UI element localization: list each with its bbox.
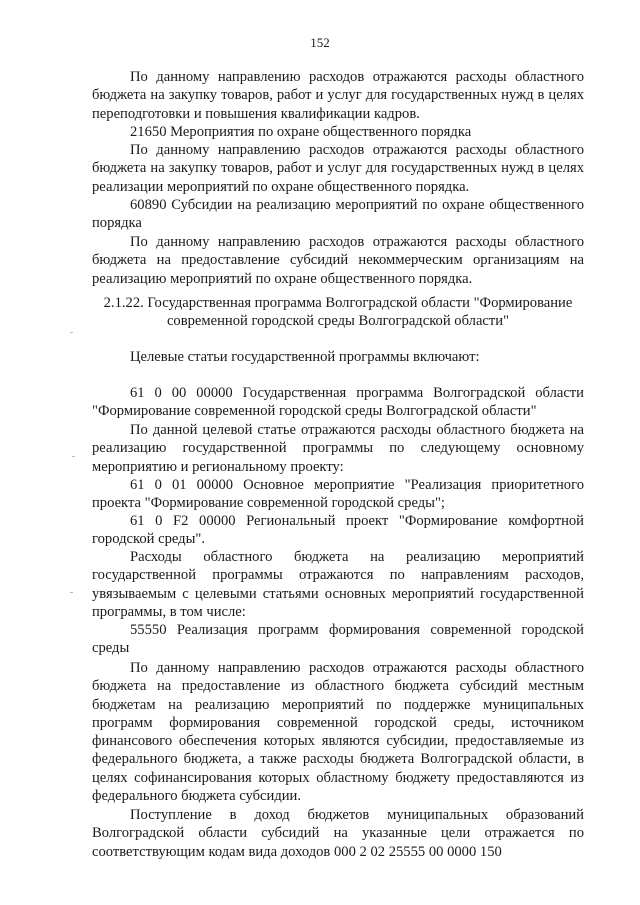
scan-mark <box>72 456 75 457</box>
paragraph: Поступление в доход бюджетов муниципальных образований Волгоградской области субсидий на указанные цели отражается по соответствующим кодам вида доходов 000 2 02 25555 00 0000 150 <box>92 807 584 860</box>
scan-mark <box>70 332 73 333</box>
paragraph: По данному направлению расходов отражаются расходы областного бюджета на предоставление из областного бюджета субсидий местным бюджетам на реализацию мероприятий по поддержке муниципальных программ формирования современной городской среды, источником финансового обеспечения которых являются субсидии, предоставляемые из федерального бюджета, а также расходы бюджета Волгоградской области, в целях софинансирования которых областному бюджету предоставляются из федерального бюджета субсидии. <box>92 660 584 805</box>
paragraph: По данному направлению расходов отражаются расходы областного бюджета на закупку товаров, работ и услуг для государственных нужд в целях реализации мероприятий по охране общественного порядка. <box>92 142 584 195</box>
target-article-item: 61 0 F2 00000 Региональный проект "Формирование комфортной городской среды". <box>92 513 584 548</box>
paragraph: Целевые статьи государственной программы включают: <box>130 349 480 365</box>
paragraph: Расходы областного бюджета на реализацию мероприятий государственной программы отражаются по направлениям расходов, увязываемым с целевыми статьями основных мероприятий государственной программы, в том числе: <box>92 549 584 620</box>
target-article-item: 61 0 01 00000 Основное мероприятие "Реализация приоритетного проекта "Формирование современной городской среды"; <box>92 477 584 512</box>
section-heading: 2.1.22. Государственная программа Волгоградской области "Формирование современной городской среды Волгоградской области" <box>103 295 573 330</box>
target-article-heading: 61 0 00 00000 Государственная программа Волгоградской области "Формирование современной городской среды Волгоградской области" <box>92 385 584 420</box>
scan-mark <box>70 592 73 593</box>
paragraph: По данному направлению расходов отражаются расходы областного бюджета на предоставление субсидий некоммерческим организациям на реализацию мероприятий по охране общественного порядка. <box>92 234 584 287</box>
expenditure-heading: 60890 Субсидии на реализацию мероприятий по охране общественного порядка <box>92 197 584 232</box>
page-number: 152 <box>310 35 330 50</box>
paragraph: По данной целевой статье отражаются расходы областного бюджета на реализацию государственной программы по следующему основному мероприятию и региональному проекту: <box>92 422 584 475</box>
expenditure-heading: 55550 Реализация программ формирования современной городской среды <box>92 622 584 657</box>
expenditure-heading: 21650 Мероприятия по охране общественного порядка <box>130 124 472 140</box>
paragraph: По данному направлению расходов отражаются расходы областного бюджета на закупку товаров, работ и услуг для государственных нужд в целях переподготовки и повышения квалификации кадров. <box>92 69 584 122</box>
